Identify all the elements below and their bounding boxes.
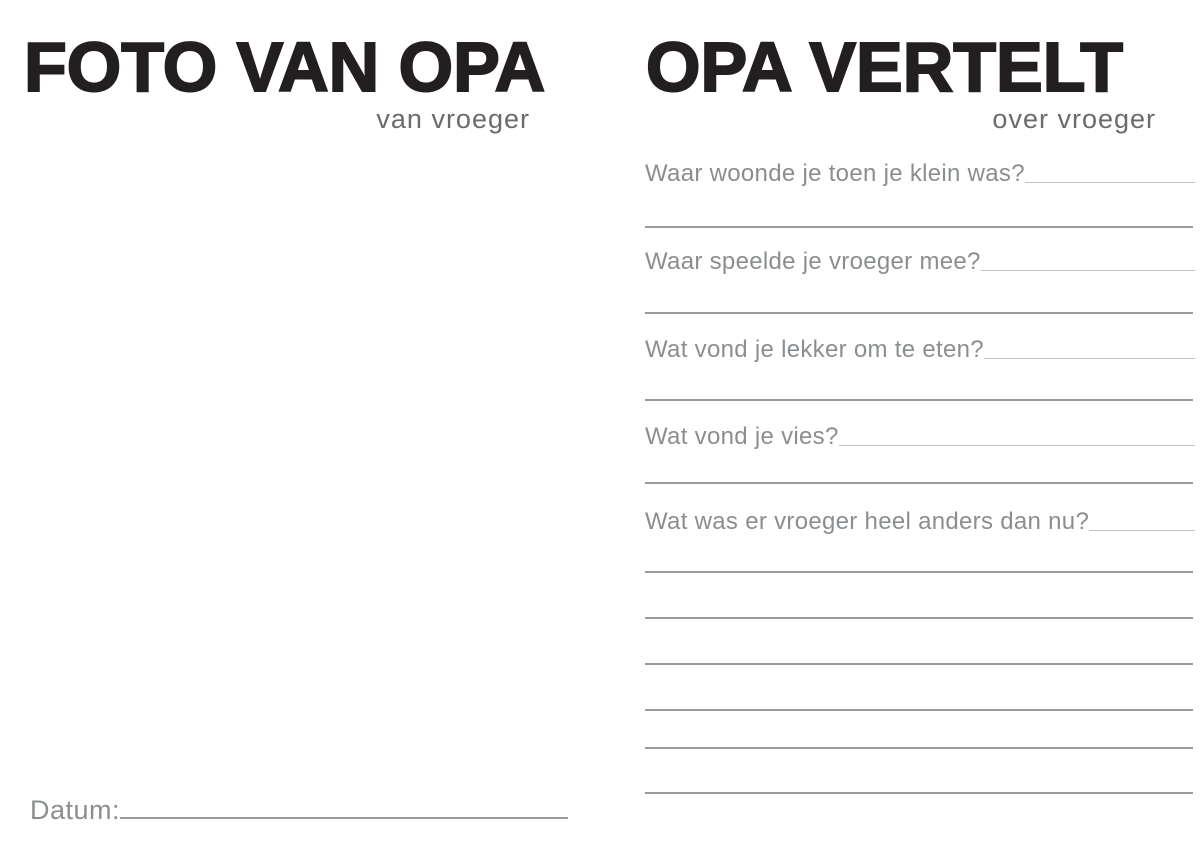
question-text: Wat was er vroeger heel anders dan nu? — [645, 508, 1090, 535]
question-write-line — [1025, 182, 1195, 183]
answer-line — [645, 482, 1193, 484]
answer-line — [645, 747, 1193, 749]
left-page-title: FOTO VAN OPA — [24, 28, 546, 106]
answer-line — [645, 709, 1193, 711]
question-write-line — [981, 270, 1195, 271]
question-row — [645, 336, 1195, 364]
answer-line — [645, 571, 1193, 573]
left-page-subtitle: van vroeger — [376, 104, 530, 134]
question-row — [645, 160, 1195, 188]
question-text: Waar woonde je toen je klein was? — [645, 160, 1025, 187]
question-row — [645, 248, 1195, 276]
date-label: Datum: — [30, 795, 121, 825]
answer-line — [645, 663, 1193, 665]
answer-line — [645, 792, 1193, 794]
question-write-line — [984, 358, 1195, 359]
question-row — [645, 423, 1195, 451]
date-row — [30, 795, 568, 825]
right-page-title: OPA VERTELT — [646, 28, 1124, 106]
right-page-subtitle: over vroeger — [992, 104, 1156, 134]
question-row — [645, 508, 1195, 536]
answer-line — [645, 617, 1193, 619]
answer-line — [645, 226, 1193, 228]
answer-line — [645, 312, 1193, 314]
question-text: Wat vond je vies? — [645, 423, 839, 450]
question-text: Waar speelde je vroeger mee? — [645, 248, 981, 275]
question-text: Wat vond je lekker om te eten? — [645, 336, 984, 363]
date-write-line — [120, 817, 568, 819]
answer-line — [645, 399, 1193, 401]
question-write-line — [1089, 530, 1195, 531]
question-write-line — [839, 445, 1195, 446]
photo-placeholder — [20, 150, 580, 770]
